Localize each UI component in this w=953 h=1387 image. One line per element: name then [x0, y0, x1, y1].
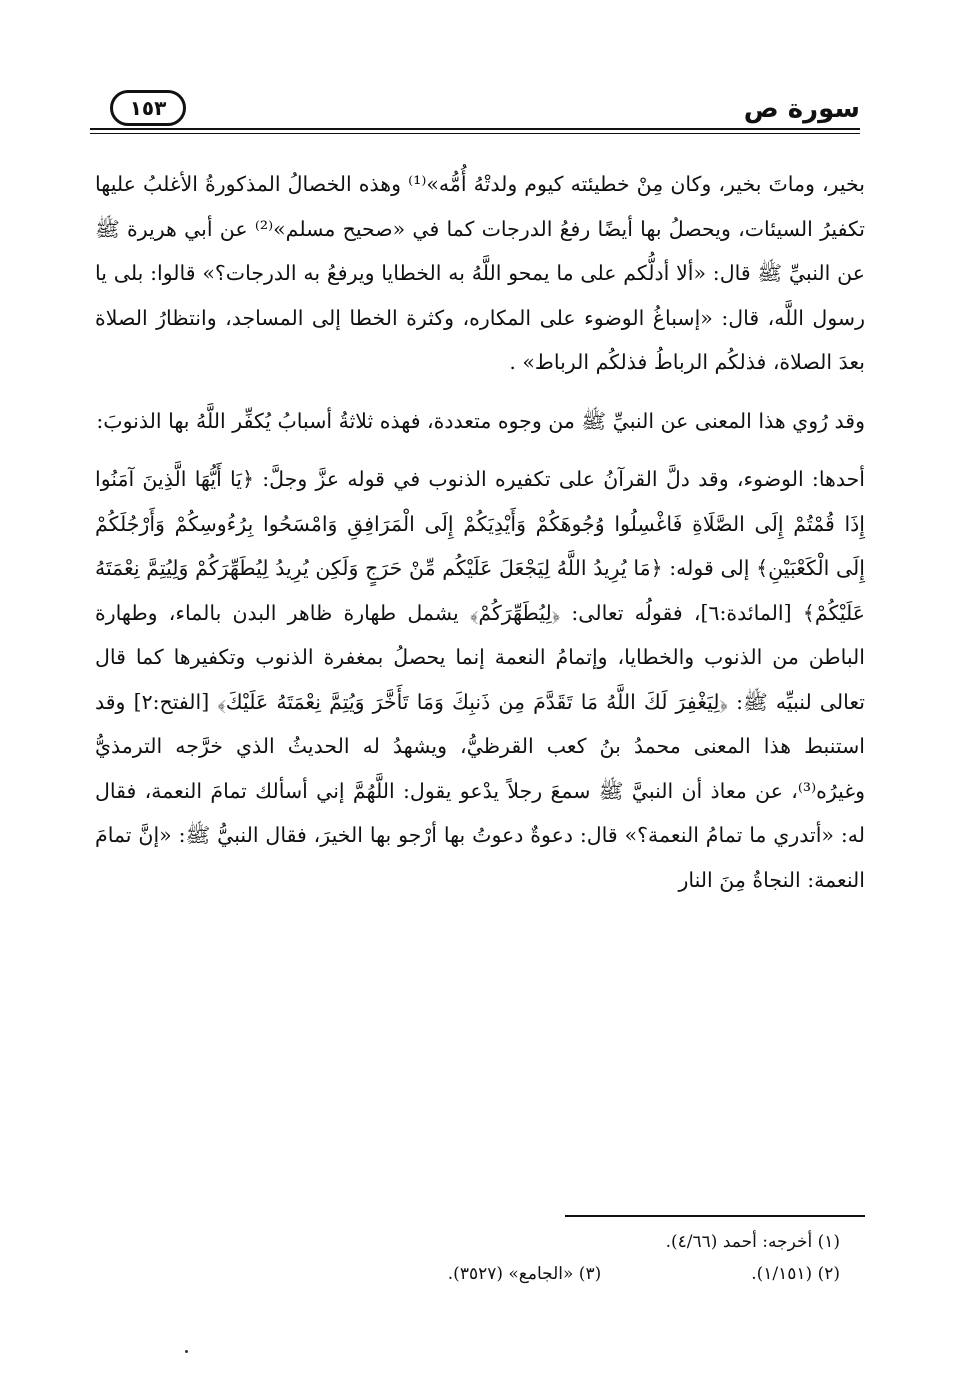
header-rule: [90, 128, 860, 130]
header-rule-thin: [90, 133, 860, 134]
footnote-2: (٢) (١/١٥١).: [751, 1264, 840, 1284]
page-header: [90, 88, 860, 140]
paragraph-1: بخير، وماتَ بخير، وكان مِنْ خطيئته كيوم ولدتْهُ أُمُّه»⁽¹⁾ وهذه الخصالُ المذكورةُ الأغلبُ عليها تكفيرُ السيئات، ويحصلُ بها أيضًا رفعُ الدرجات كما في «صحيح مسلم»⁽²⁾ عن أبي هريرة ﷺ عن النبيِّ ﷺ قال: «ألا أدلُّكم على ما يمحو اللَّهُ به الخطايا ويرفعُ به الدرجات؟» قالوا: بلى يا رسول اللَّه، قال: «إسباغُ الوضوء على المكاره، وكثرة الخطا إلى المساجد، وانتظارُ الصلاة بعدَ الصلاة، فذلكُم الرباطُ فذلكُم الرباط» .: [95, 172, 865, 374]
footnote-1: (١) أخرجه: أحمد (٤/٦٦).: [665, 1232, 840, 1252]
footnotes: [95, 1226, 840, 1290]
surah-title: سورة ص: [743, 94, 860, 124]
main-text: [95, 162, 865, 902]
paragraph-2: وقد رُوي هذا المعنى عن النبيِّ ﷺ من وجوه متعددة، فهذه ثلاثةُ أسبابُ يُكفِّر اللَّهُ بها الذنوبَ:: [96, 408, 865, 433]
page-number-badge: [110, 90, 186, 126]
scan-speck: [185, 1350, 188, 1353]
footnote-3: (٣) «الجامع» (٣٥٢٧).: [447, 1264, 602, 1284]
paragraph-3: أحدها: الوضوء، وقد دلَّ القرآنُ على تكفيره الذنوب في قوله عزَّ وجلَّ: ﴿يَا أَيُّهَا الَّذِينَ آمَنُوا إِذَا قُمْتُمْ إِلَى الصَّلَاةِ فَاغْسِلُوا وُجُوهَكُمْ وَأَيْدِيَكُمْ إِلَى الْمَرَافِقِ وَامْسَحُوا بِرُءُوسِكُمْ وَأَرْجُلَكُمْ إِلَى الْكَعْبَيْنِ﴾ إلى قوله: ﴿مَا يُرِيدُ اللَّهُ لِيَجْعَلَ عَلَيْكُم مِّنْ حَرَجٍ وَلَكِن يُرِيدُ لِيُطَهِّرَكُمْ وَلِيُتِمَّ نِعْمَتَهُ عَلَيْكُمْ﴾ [المائدة:٦]، فقولُه تعالى: ﴿لِيُطَهِّرَكُمْ﴾ يشمل طهارة ظاهر البدن بالماء، وطهارة الباطن من الذنوب والخطايا، وإتمامُ النعمة إنما يحصلُ بمغفرة الذنوب وتكفيرها كما قال تعالى لنبيِّه ﷺ: ﴿لِيَغْفِرَ لَكَ اللَّهُ مَا تَقَدَّمَ مِن ذَنبِكَ وَمَا تَأَخَّرَ وَيُتِمَّ نِعْمَتَهُ عَلَيْكَ﴾ [الفتح:٢] وقد استنبط هذا المعنى محمدُ بنُ كعب القرظيُّ، ويشهدُ له الحديثُ الذي خرَّجه الترمذيُّ وغيرُه⁽³⁾، عن معاذ أن النبيَّ ﷺ سمعَ رجلاً يدْعو يقول: اللَّهُمَّ إني أسألك تمامَ النعمة، فقال له: «أتدري ما تمامُ النعمة؟» قال: دعوةٌ دعوتُ بها أرْجو بها الخيرَ، فقال النبيُّ ﷺ: «إنَّ تمامَ النعمة: النجاةُ مِنَ النار: [95, 467, 865, 892]
page-number: ١٥٣: [129, 96, 167, 120]
footnote-separator: [565, 1215, 865, 1217]
